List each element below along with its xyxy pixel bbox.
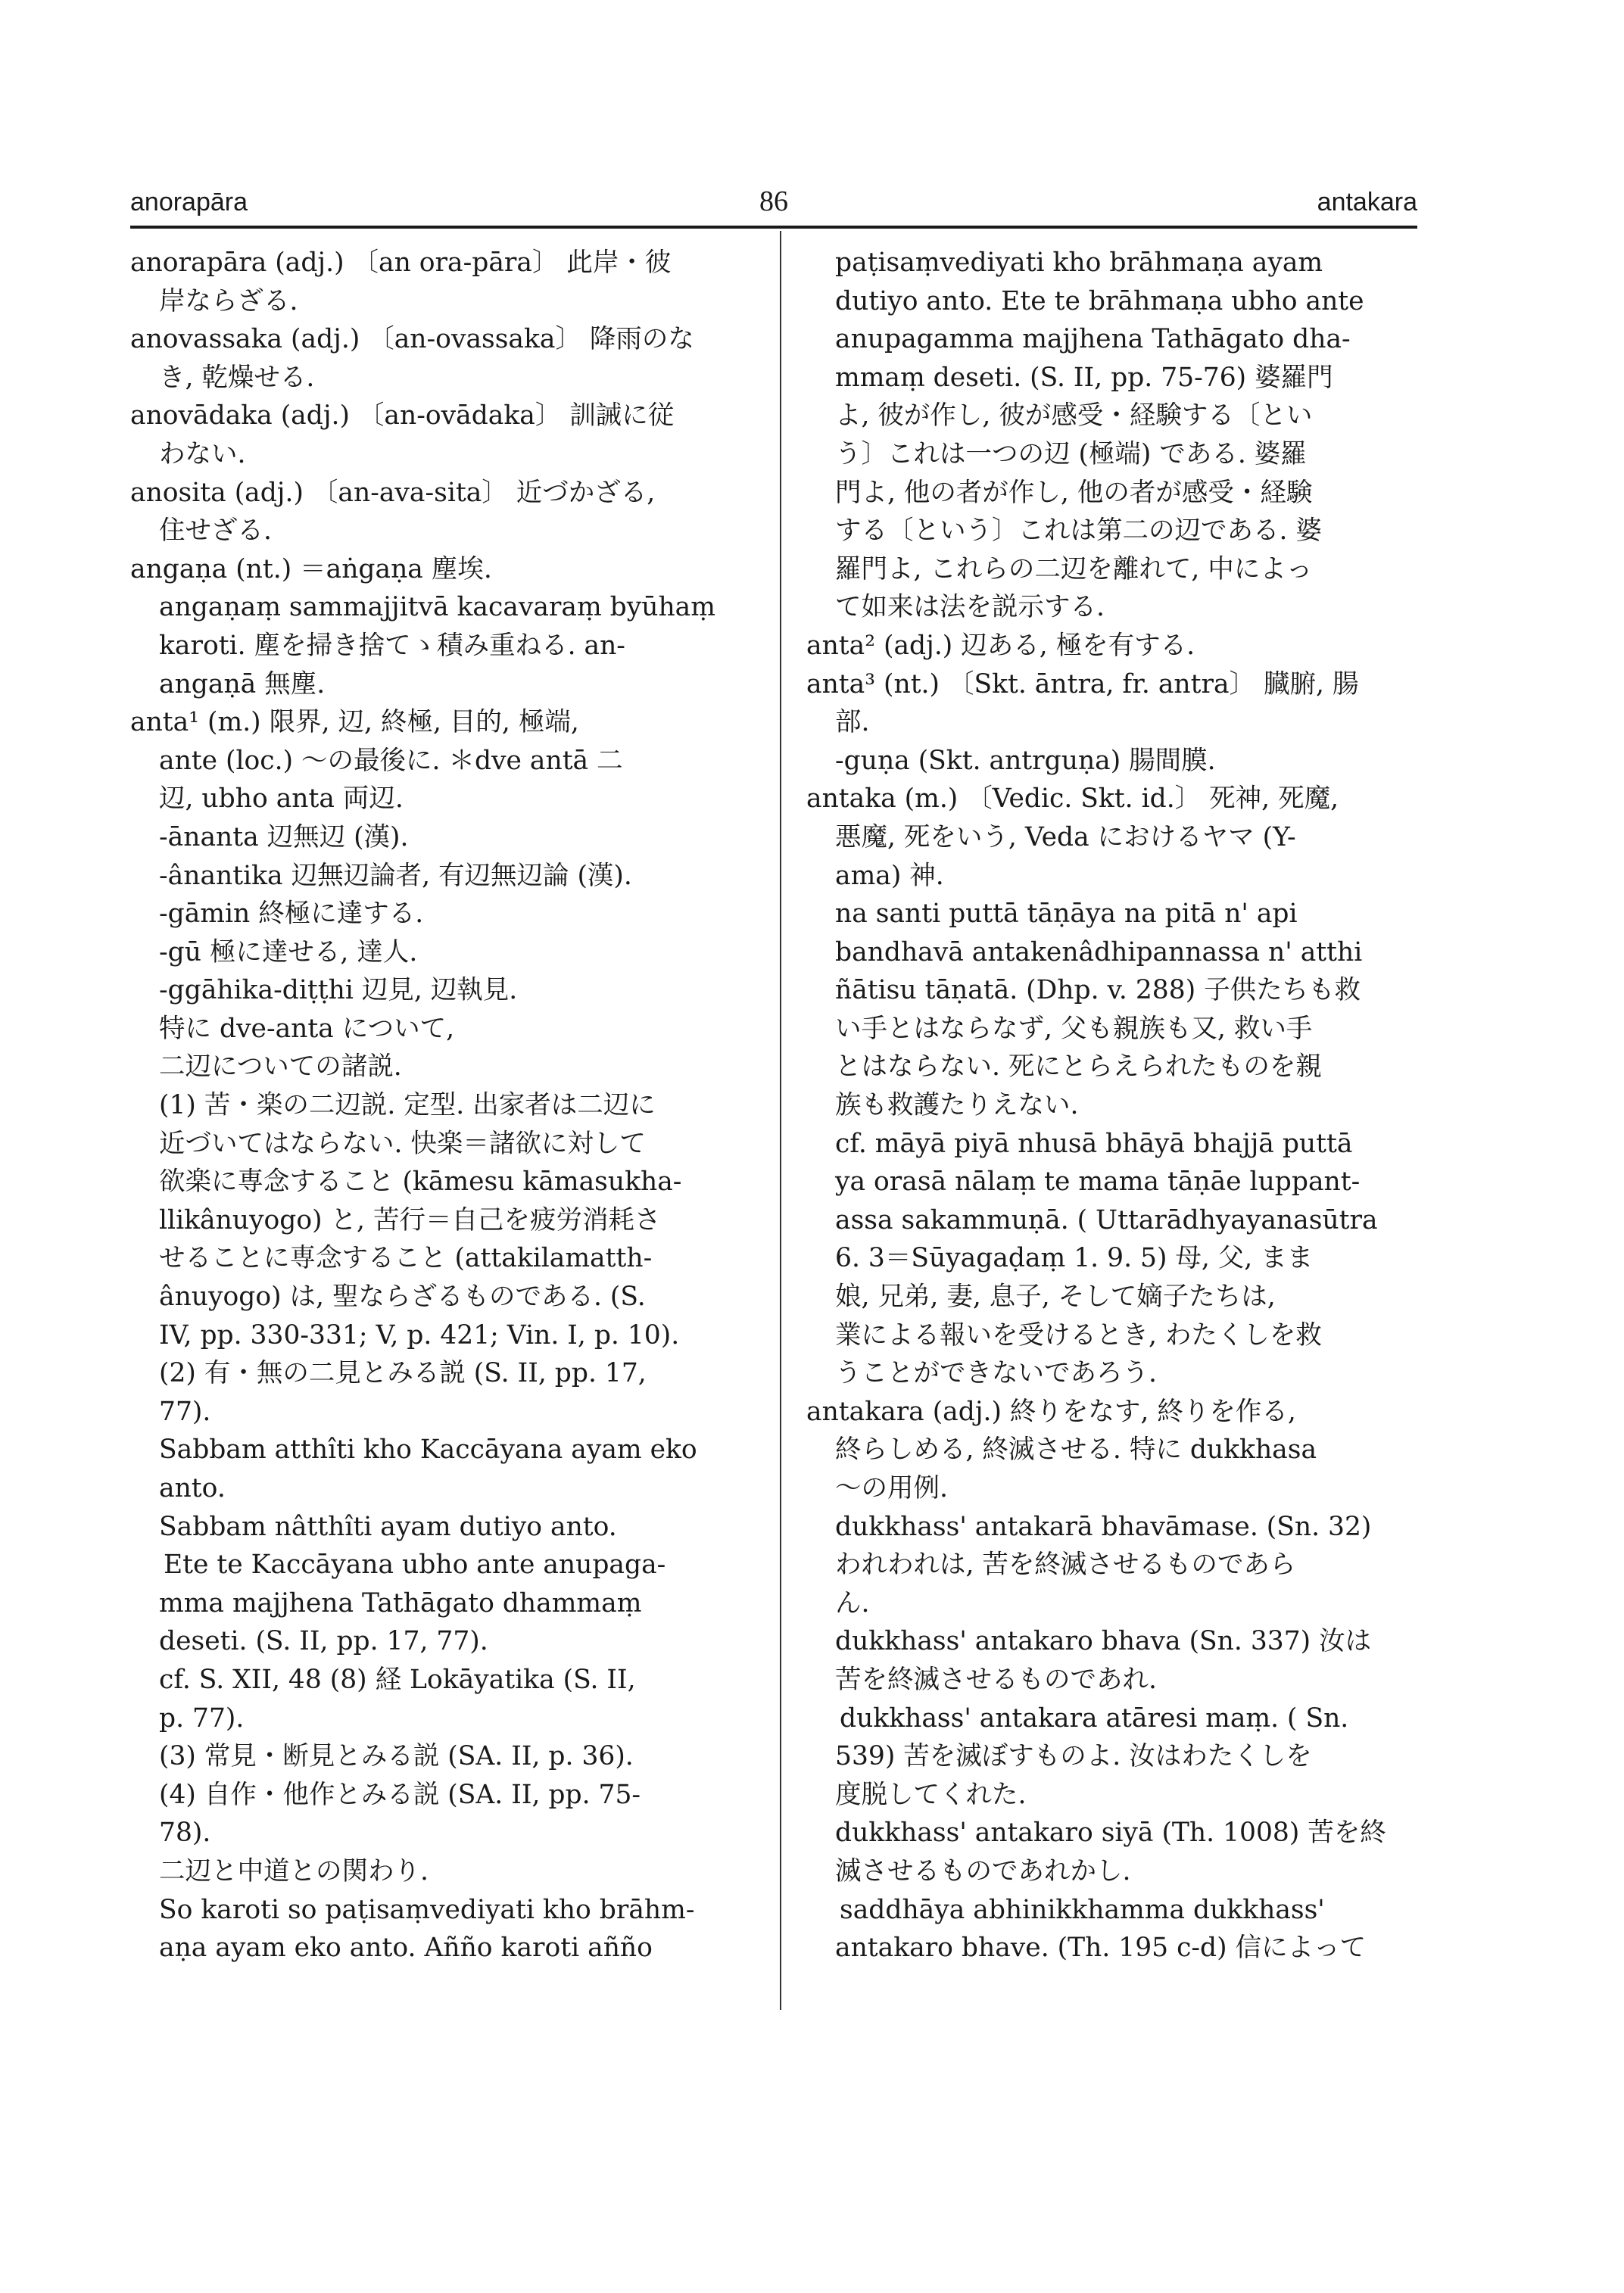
header-right-guideword: antakara [1317,188,1417,217]
text-line: 特に dve-anta について, [159,1013,455,1044]
text-line: 二辺と中道との関わり. [159,1855,429,1886]
text-line: angaṇā 無塵. [159,668,326,699]
text-line: So karoti so paṭisaṃvediyati kho brāhm- [159,1894,695,1925]
text-line: わない. [159,438,246,469]
text-line: 欲楽に専念すること (kāmesu kāmasukha- [159,1167,682,1198]
text-line: antaka (m.) 〔Vedic. Skt. id.〕 死神, 死魔, [806,784,1339,815]
text-line: saddhāya abhinikkhamma dukkhass' [840,1894,1325,1925]
text-line: うことができないであろう. [835,1358,1157,1389]
text-line: cf. S. XII, 48 (8) 経 Lokāyatika (S. II, [159,1664,636,1695]
text-line: -gū 極に達せる, 達人. [159,936,418,967]
text-line: (2) 有・無の二見とみる説 (S. II, pp. 17, [159,1358,647,1389]
text-line: aṇa ayam eko anto. Añño karoti añño [159,1933,653,1964]
text-line: 6. 3＝Sūyagaḍaṃ 1. 9. 5) 母, 父, まま [835,1243,1314,1274]
text-line: mmaṃ deseti. (S. II, pp. 75-76) 婆羅門 [835,362,1333,393]
running-header [130,182,1417,224]
text-line: する〔という〕これは第二の辺である. 婆 [835,516,1322,547]
text-line: -ānanta 辺無辺 (漢). [159,821,409,852]
text-line: 部. [835,707,870,738]
text-line: ～の用例. [835,1473,948,1503]
text-line: ya orasā nālaṃ te mama tāṇāe luppant- [835,1167,1361,1198]
text-line: anto. [159,1473,226,1503]
left-column [130,244,759,1967]
text-line: 77). [159,1396,211,1427]
text-line: IV, pp. 330-331; V, p. 421; Vin. I, p. 10). [159,1319,680,1351]
text-line: Ete te Kaccāyana ubho ante anupaga- [164,1550,666,1581]
text-line: せることに専念すること (attakilamatth- [159,1243,653,1274]
text-line: 娘, 兄弟, 妻, 息子, そして嫡子たちは, [835,1282,1276,1313]
text-line: 滅させるものであれかし. [835,1855,1131,1886]
text-line: ama) 神. [835,860,944,891]
text-line: bandhavā antakenâdhipannassa n' atthi [835,936,1363,967]
text-line: dukkhass' antakaro siyā (Th. 1008) 苦を終 [835,1818,1386,1849]
text-line: ñātisu tāṇatā. (Dhp. v. 288) 子供たちも救 [835,975,1361,1006]
text-line: anupagamma majjhena Tathāgato dha- [835,324,1351,355]
column-divider [780,231,781,2010]
text-line: 78). [159,1818,211,1849]
text-line: deseti. (S. II, pp. 17, 77). [159,1626,488,1657]
text-line: ante (loc.) ～の最後に. ＊dve antā 二 [159,745,623,776]
text-line: p. 77). [159,1703,245,1734]
text-line: assa sakammuṇā. ( Uttarādhyayanasūtra [835,1204,1378,1235]
text-line: anosita (adj.) 〔an-ava-sita〕 近づかざる, [130,477,656,508]
text-line: karoti. 塵を掃き捨てゝ積み重ねる. an- [159,630,625,661]
text-line: (4) 自作・他作とみる説 (SA. II, pp. 75- [159,1779,641,1810]
text-line: 住せざる. [159,516,272,547]
text-line: 近づいてはならない. 快楽＝諸欲に対して [159,1128,646,1159]
text-line: 門よ, 他の者が作し, 他の者が感受・経験 [835,477,1313,508]
header-rule [130,226,1417,229]
text-line: 族も救護たりえない. [835,1090,1079,1121]
text-line: 終らしめる, 終滅させる. 特に dukkhasa [835,1435,1317,1466]
text-line: na santi puttā tāṇāya na pitā n' api [835,899,1298,930]
text-line: anorapāra (adj.) 〔an ora-pāra〕 此岸・彼 [130,248,672,278]
text-line: -ânantika 辺無辺論者, 有辺無辺論 (漢). [159,860,632,891]
text-line: 岸ならざる. [159,285,298,316]
text-line: dukkhass' antakaro bhava (Sn. 337) 汝は [835,1626,1372,1657]
text-line: anovādaka (adj.) 〔an-ovādaka〕 訓誡に従 [130,400,675,431]
text-line: -guṇa (Skt. antrguṇa) 腸間膜. [835,745,1216,776]
text-line: angaṇa (nt.) ＝aṅgaṇa 塵埃. [130,553,492,584]
text-line: angaṇaṃ sammajjitvā kacavaraṃ byūhaṃ [159,592,715,623]
text-line: (3) 常見・断見とみる説 (SA. II, p. 36). [159,1741,634,1772]
text-line: 辺, ubho anta 両辺. [159,784,404,815]
text-line: anta¹ (m.) 限界, 辺, 終極, 目的, 極端, [130,707,579,738]
text-line: 539) 苦を滅ぼすものよ. 汝はわたくしを [835,1741,1312,1772]
text-line: paṭisaṃvediyati kho brāhmaṇa ayam [835,248,1323,278]
text-line: 度脱してくれた. [835,1779,1027,1810]
text-line: Sabbam nâtthîti ayam dutiyo anto. [159,1511,617,1542]
text-line: ん. [835,1587,870,1618]
text-line: anta³ (nt.) 〔Skt. āntra, fr. antra〕 臓腑, 腸 [806,668,1359,699]
header-left-guideword: anorapāra [130,188,248,217]
text-line: き, 乾燥せる. [159,362,315,393]
text-line: 二辺についての諸説. [159,1051,402,1083]
text-line: cf. māyā piyā nhusā bhāyā bhajjā puttā [835,1128,1353,1159]
text-line: ânuyogo) は, 聖ならざるものである. (S. [159,1282,646,1313]
text-line: anta² (adj.) 辺ある, 極を有する. [806,630,1195,661]
text-line: う〕これは一つの辺 (極端) である. 婆羅 [835,438,1307,469]
text-line: 羅門よ, これらの二辺を離れて, 中によっ [835,553,1313,584]
text-line: 業による報いを受けるとき, わたくしを救 [835,1319,1322,1351]
text-line: anovassaka (adj.) 〔an-ovassaka〕 降雨のな [130,324,694,355]
page-number: 86 [759,185,788,217]
text-line: Sabbam atthîti kho Kaccāyana ayam eko [159,1435,697,1466]
text-line: antakara (adj.) 終りをなす, 終りを作る, [806,1396,1296,1427]
text-line: われわれは, 苦を終滅させるものであら [835,1550,1296,1581]
text-line: llikânuyogo) と, 苦行＝自己を疲労消耗さ [159,1204,661,1235]
text-line: て如来は法を説示する. [835,592,1105,623]
text-line: 苦を終滅させるものであれ. [835,1664,1157,1695]
text-line: よ, 彼が作し, 彼が感受・経験する〔とい [835,400,1313,431]
text-line: -ggāhika-diṭṭhi 辺見, 辺執見. [159,975,518,1006]
text-line: dukkhass' antakara atāresi maṃ. ( Sn. [840,1703,1349,1734]
text-line: antakaro bhave. (Th. 195 c-d) 信によって [835,1933,1367,1964]
right-column [806,244,1420,1967]
text-line: とはならない. 死にとらえられたものを親 [835,1051,1322,1083]
text-line: 悪魔, 死をいう, Veda におけるヤマ (Y- [835,821,1296,852]
text-line: い手とはならなず, 父も親族も又, 救い手 [835,1013,1313,1044]
text-line: (1) 苦・楽の二辺説. 定型. 出家者は二辺に [159,1090,656,1121]
text-line: mma majjhena Tathāgato dhammaṃ [159,1587,642,1618]
text-line: dutiyo anto. Ete te brāhmaṇa ubho ante [835,285,1364,316]
text-line: dukkhass' antakarā bhavāmase. (Sn. 32) [835,1511,1372,1542]
text-line: -gāmin 終極に達する. [159,899,424,930]
